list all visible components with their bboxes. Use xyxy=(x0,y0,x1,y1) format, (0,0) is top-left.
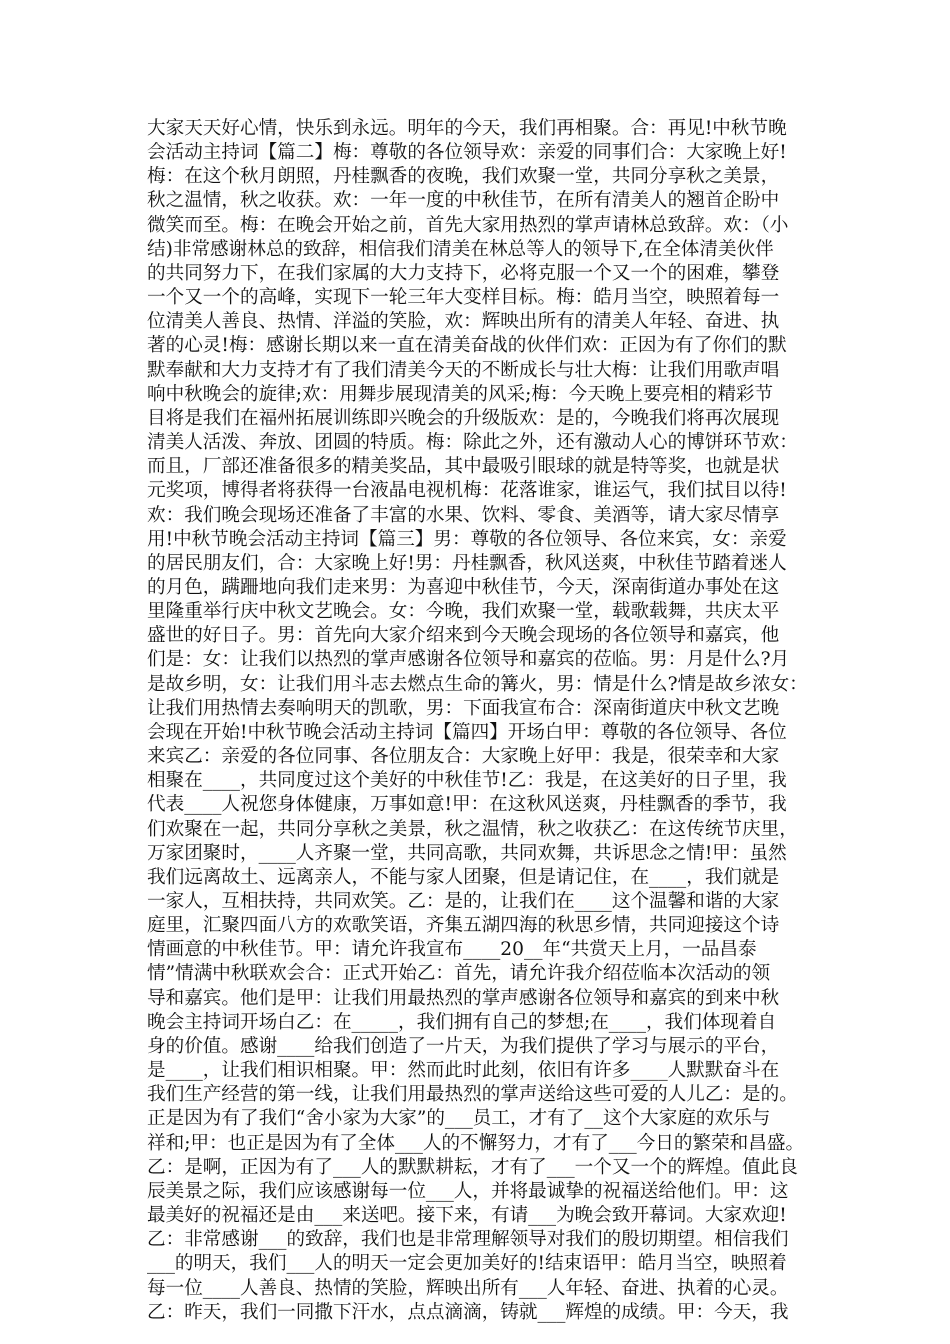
text-line: 欢：我们晚会现场还准备了丰富的水果、饮料、零食、美酒等，请大家尽情享 xyxy=(147,504,780,526)
text-line: 万家团聚时，____人齐聚一堂，共同高歌，共同欢舞，共诉思念之情!甲：虽然 xyxy=(147,842,787,864)
text-line: 的月色，蹒跚地向我们走来男：为喜迎中秋佳节，今天，深南街道办事处在这 xyxy=(147,576,780,598)
text-line: 会现在开始!中秋节晚会活动主持词【篇四】开场白甲：尊敬的各位领导、各位 xyxy=(147,721,787,743)
text-line: 乙：昨天，我们一同撒下汗水，点点滴滴，铸就___辉煌的成绩。甲：今天，我 xyxy=(147,1301,789,1323)
text-line: 们欢聚在一起，共同分享秋之美景，秋之温情，秋之收获乙：在这传统节庆里， xyxy=(147,818,798,840)
text-line: 用!中秋节晚会活动主持词【篇三】男：尊敬的各位领导、各位来宾，女：亲爱 xyxy=(147,528,787,550)
text-line: 梅：在这个秋月朗照，丹桂飘香的夜晚，我们欢聚一堂，共同分享秋之美景， xyxy=(147,166,780,188)
text-line: 大家天天好心情，快乐到永远。明年的今天，我们再相聚。合：再见!中秋节晚 xyxy=(147,118,787,139)
text-line: 相聚在____，共同度过这个美好的中秋佳节!乙：我是，在这美好的日子里，我 xyxy=(147,770,787,792)
text-line: 庭里，汇聚四面八方的欢歌笑语，齐集五湖四海的秋思乡情，共同迎接这个诗 xyxy=(147,915,780,937)
document-body xyxy=(147,117,827,1325)
text-line: 里隆重举行庆中秋文艺晚会。女：今晚，我们欢聚一堂，载歌载舞，共庆太平 xyxy=(147,601,780,623)
text-line: 一个又一个的高峰，实现下一轮三年大变样目标。梅：皓月当空，映照着每一 xyxy=(147,287,780,309)
text-line: 元奖项，博得者将获得一台液晶电视机梅：花落谁家，谁运气，我们拭目以待! xyxy=(147,480,787,502)
text-line: 辰美景之际，我们应该感谢每一位___人，并将最诚挚的祝福送给他们。甲：这 xyxy=(147,1180,789,1202)
text-line: 们是：女：让我们以热烈的掌声感谢各位领导和嘉宾的莅临。男：月是什么?月 xyxy=(147,649,790,671)
text-line: 著的心灵!梅：感谢长期以来一直在清美奋战的伙伴们欢：正因为有了你们的默 xyxy=(147,335,787,357)
text-line: 微笑而至。梅：在晚会开始之前，首先大家用热烈的掌声请林总致辞。欢：（小 xyxy=(147,214,789,236)
text-line: 目将是我们在福州拓展训练即兴晚会的升级版欢：是的，今晚我们将再次展现 xyxy=(147,407,780,429)
text-line: 我们生产经营的第一线，让我们用最热烈的掌声送给这些可爱的人儿乙：是的。 xyxy=(147,1084,798,1106)
text-line: 一家人，互相扶持，共同欢笑。乙：是的，让我们在____这个温馨和谐的大家 xyxy=(147,891,780,912)
text-line: 乙：是啊，正因为有了___人的默默耕耘，才有了___一个又一个的辉煌。值此良 xyxy=(147,1156,798,1178)
text-line: 身的价值。感谢____给我们创造了一片天，为我们提供了学习与展示的平台， xyxy=(147,1035,780,1057)
text-line: 乙：非常感谢___的致辞，我们也是非常理解领导对我们的殷切期望。相信我们 xyxy=(147,1229,789,1251)
text-line: 让我们用热情去奏响明天的凯歌，男：下面我宣布合：深南街道庆中秋文艺晚 xyxy=(147,697,780,719)
text-line: 代表____人祝您身体健康，万事如意!甲：在这秋风送爽，丹桂飘香的季节，我 xyxy=(147,794,787,816)
text-line: 最美好的祝福还是由___来送吧。接下来，有请___为晚会致开幕词。大家欢迎! xyxy=(147,1205,787,1227)
text-line: 会活动主持词【篇二】梅：尊敬的各位领导欢：亲爱的同事们合：大家晚上好! xyxy=(147,142,787,164)
text-line: 晚会主持词开场白乙：在_____，我们拥有自己的梦想;在____，我们体现着自 xyxy=(147,1011,777,1033)
text-line: 情画意的中秋佳节。甲：请允许我宣布____20__年“共赏天上月，一品昌泰 xyxy=(147,939,757,961)
text-line: 祥和;甲：也正是因为有了全体___人的不懈努力，才有了___今日的繁荣和昌盛。 xyxy=(147,1132,805,1154)
text-line: 我们远离故土、远离亲人，不能与家人团聚，但是请记住，在____，我们就是 xyxy=(147,866,780,888)
text-line: 情”情满中秋联欢会合：正式开始乙：首先，请允许我介绍莅临本次活动的领 xyxy=(147,963,771,985)
text-line: 导和嘉宾。他们是甲：让我们用最热烈的掌声感谢各位领导和嘉宾的到来中秋 xyxy=(147,987,780,1009)
text-line: 默奉献和大力支持才有了我们清美今天的不断成长与壮大梅：让我们用歌声唱 xyxy=(147,359,780,381)
text-line: 是____，让我们相识相聚。甲：然而此时此刻，依旧有许多____人默默奋斗在 xyxy=(147,1060,780,1082)
text-line: 位清美人善良、热情、洋溢的笑脸，欢：辉映出所有的清美人年轻、奋进、执 xyxy=(147,311,780,333)
text-line: 结)非常感谢林总的致辞，相信我们清美在林总等人的领导下,在全体清美伙伴 xyxy=(147,238,774,260)
text-line: 响中秋晚会的旋律;欢：用舞步展现清美的风采;梅：今天晚上要亮相的精彩节 xyxy=(147,383,774,405)
text-line: 盛世的好日子。男：首先向大家介绍来到今天晚会现场的各位领导和嘉宾，他 xyxy=(147,625,780,647)
text-line: 的共同努力下，在我们家属的大力支持下，必将克服一个又一个的困难，攀登 xyxy=(147,262,780,284)
text-line: 而且，厂部还准备很多的精美奖品，其中最吸引眼球的就是特等奖，也就是状 xyxy=(147,456,780,478)
text-line: 每一位____人善良、热情的笑脸，辉映出所有___人年轻、奋进、执着的心灵。 xyxy=(147,1277,789,1299)
text-line: 清美人活泼、奔放、团圆的特质。梅：除此之外，还有激动人心的博饼环节欢： xyxy=(147,432,798,454)
text-line: 正是因为有了我们“舍小家为大家”的___员工，才有了__这个大家庭的欢乐与 xyxy=(147,1108,771,1130)
text-line: ___的明天，我们___人的明天一定会更加美好的!结束语甲：皓月当空，映照着 xyxy=(147,1253,787,1275)
text-line: 来宾乙：亲爱的各位同事、各位朋友合：大家晚上好甲：我是，很荣幸和大家 xyxy=(147,746,780,768)
text-line: 的居民朋友们，合：大家晚上好!男：丹桂飘香，秋风送爽，中秋佳节踏着迷人 xyxy=(147,552,787,574)
text-line: 是故乡明，女：让我们用斗志去燃点生命的篝火，男：情是什么?情是故乡浓女： xyxy=(147,673,808,695)
text-line: 秋之温情，秋之收获。欢：一年一度的中秋佳节，在所有清美人的翘首企盼中 xyxy=(147,190,780,212)
